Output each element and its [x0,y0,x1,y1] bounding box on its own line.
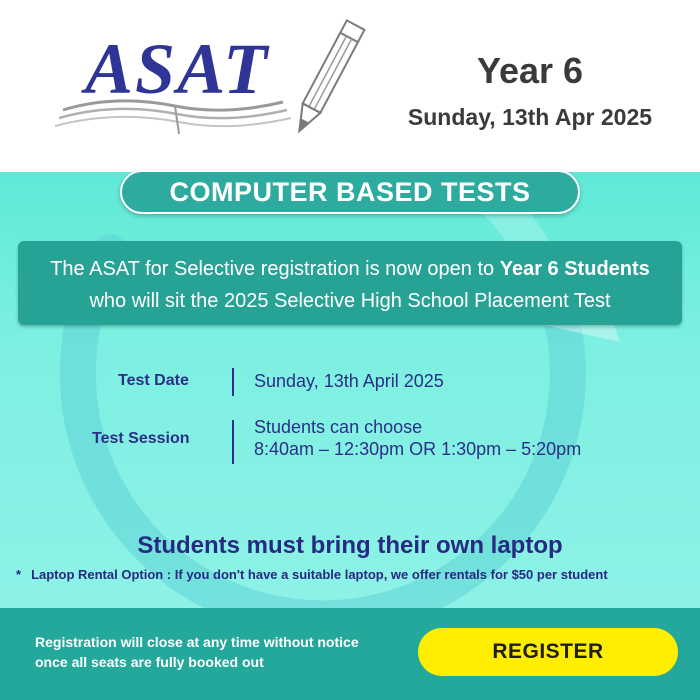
test-date-value: Sunday, 13th April 2025 [254,371,444,391]
registration-notice-line-1: Registration will close at any time without notice [35,634,359,650]
year-heading: Year 6 [476,50,584,91]
laptop-rental-text: Laptop Rental Option : If you don't have a suitable laptop, we offer rentals for $50 per student [31,567,608,582]
test-session-line-1: Students can choose [254,417,423,437]
computer-based-tests-banner: COMPUTER BASED TESTS [120,170,580,214]
test-date-heading: Sunday, 13th Apr 2025 [407,104,653,130]
test-date-label: Test Date [118,372,189,389]
asat-logo [55,14,365,144]
separator [232,420,234,464]
intro-highlight: Year 6 Students [499,258,650,280]
header [0,0,700,172]
footer-bar [0,608,700,700]
intro-text: The ASAT for Selective registration is now open to [50,258,500,280]
laptop-requirement-heading: Students must bring their own laptop [137,532,563,559]
registration-notice-line-2: once all seats are fully booked out [35,654,264,670]
pencil-icon [287,14,367,144]
separator [232,368,234,396]
asterisk: * [16,567,22,582]
intro-box [18,241,682,325]
intro-line-2: who will sit the 2025 Selective High School Placement Test [89,290,611,312]
test-session-line-2: 8:40am – 12:30pm OR 1:30pm – 5:20pm [254,439,582,459]
intro-line-1 [18,253,682,285]
laptop-rental-note [16,567,696,582]
test-session-label: Test Session [92,430,190,447]
register-button[interactable]: REGISTER [418,628,678,676]
registration-notice [35,632,415,672]
test-session-value [254,416,581,460]
logo-text: ASAT [85,29,270,109]
